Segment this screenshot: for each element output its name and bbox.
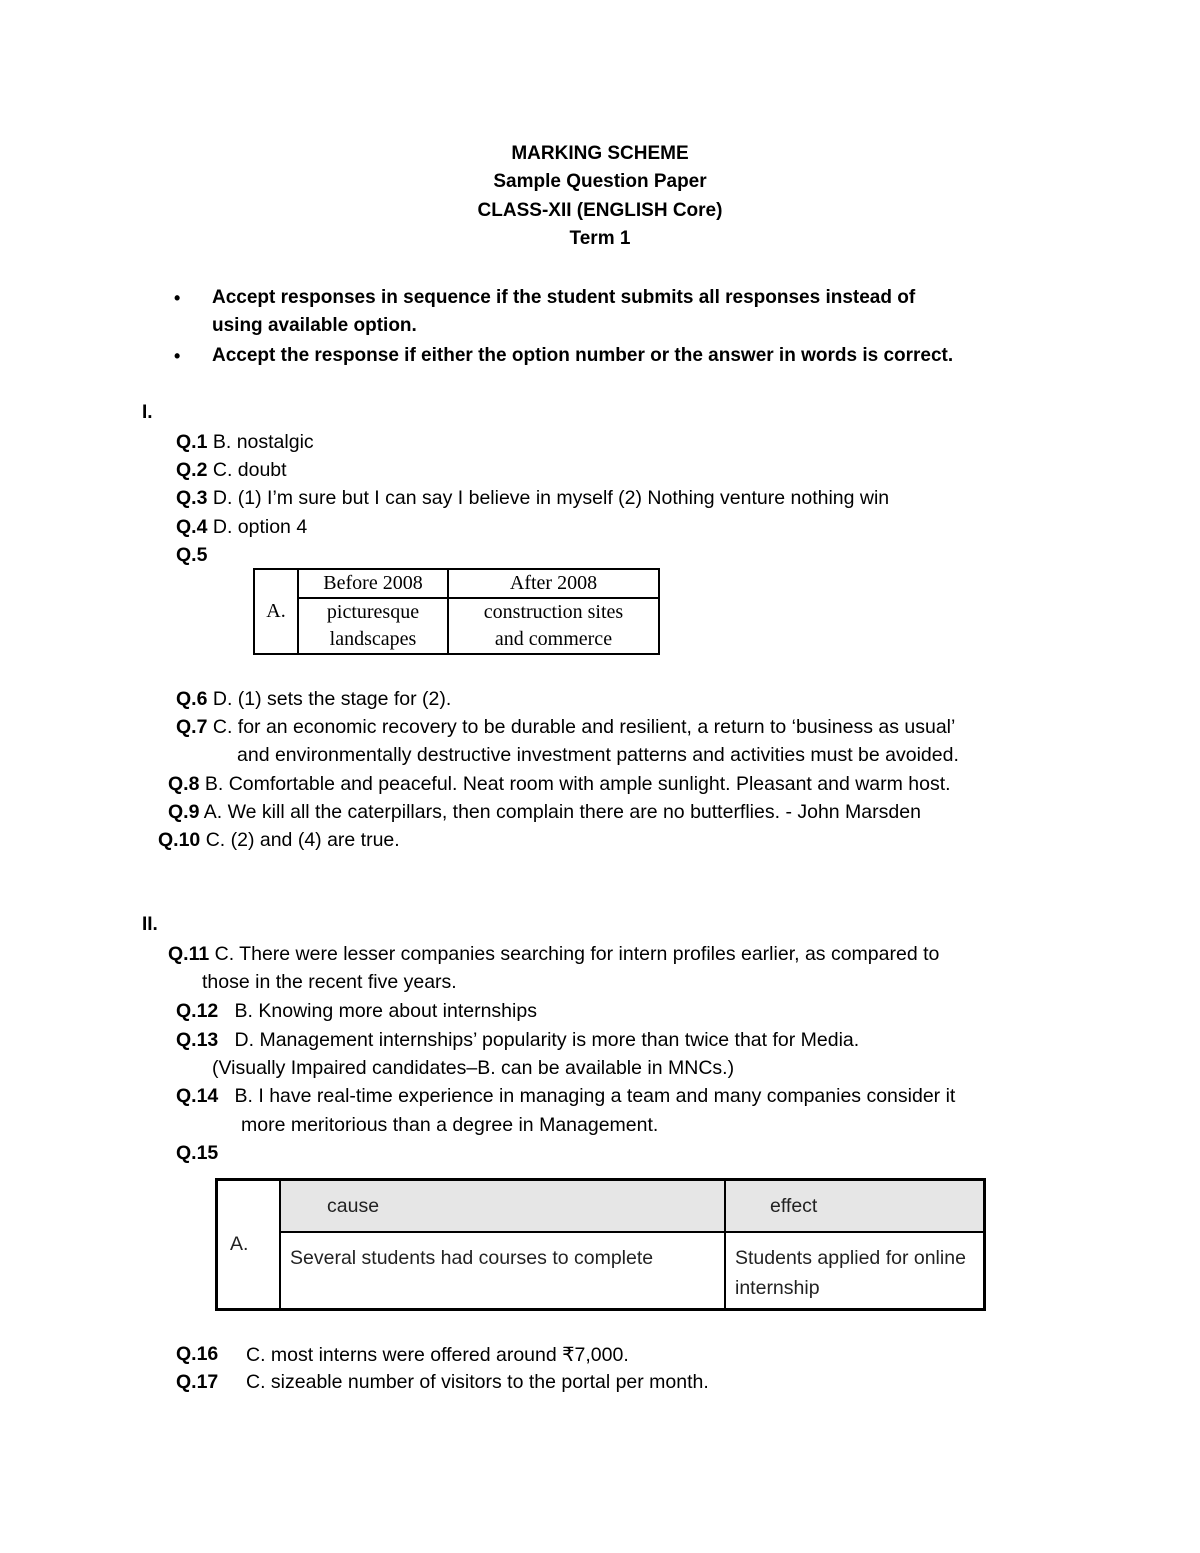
table-cell-before	[298, 598, 448, 654]
answer-q10	[158, 829, 400, 852]
question-number: Q.1	[176, 431, 208, 453]
bullet-icon: •	[174, 288, 181, 308]
answer-text: D. (1) I’m sure but I can say I believe in myself (2) Nothing venture nothing win	[207, 487, 890, 509]
answer-text: B. Comfortable and peaceful. Neat room with ample sunlight. Pleasant and warm host.	[199, 773, 951, 795]
question-number: Q.16	[176, 1343, 219, 1365]
answer-q11-cont: those in the recent five years.	[202, 971, 457, 993]
table-option-label: A.	[217, 1180, 281, 1310]
question-number: Q.7	[176, 716, 208, 738]
answer-q11	[168, 943, 939, 966]
answer-q14	[176, 1085, 955, 1108]
answer-text: C. most interns were offered around ₹7,000.	[246, 1344, 629, 1366]
answer-text: D. (1) sets the stage for (2).	[207, 688, 452, 710]
answer-text: D. option 4	[207, 516, 308, 538]
instruction-1-cont: using available option.	[212, 315, 417, 336]
question-number: Q.15	[176, 1142, 219, 1164]
question-number: Q.11	[168, 943, 210, 965]
question-number: Q.17	[176, 1371, 219, 1393]
answer-q9	[168, 801, 921, 824]
bullet-icon: •	[174, 346, 181, 366]
cell-line: landscapes	[329, 628, 417, 650]
document-subtitle: Sample Question Paper	[493, 171, 707, 192]
answer-q15	[176, 1142, 218, 1165]
answer-text: B. I have real-time experience in managing a team and many companies consider it	[218, 1085, 956, 1107]
answer-q1	[176, 431, 314, 454]
term-line: Term 1	[569, 228, 631, 249]
question-number: Q.3	[176, 487, 208, 509]
answer-q13-note: (Visually Impaired candidates–B. can be available in MNCs.)	[212, 1057, 735, 1079]
question-number: Q.8	[168, 773, 200, 795]
table-cell-effect: Students applied for online internship	[725, 1232, 985, 1310]
answer-q12	[176, 1000, 537, 1023]
table-option-label: A.	[254, 569, 298, 654]
cell-line: construction sites	[483, 601, 624, 623]
question-number: Q.12	[176, 1000, 219, 1022]
table-header-before: Before 2008	[298, 569, 448, 598]
answer-q17	[176, 1371, 218, 1394]
answer-q14-cont: more meritorious than a degree in Management.	[241, 1114, 659, 1136]
answer-q8	[168, 773, 951, 796]
instruction-2: Accept the response if either the option number or the answer in words is correct.	[212, 345, 954, 366]
answer-q7-cont: and environmentally destructive investment patterns and activities must be avoided.	[237, 744, 959, 766]
table-cell-after	[448, 598, 659, 654]
q15-answer-table	[215, 1178, 986, 1311]
answer-q6	[176, 688, 451, 711]
answer-q16	[176, 1343, 218, 1366]
question-number: Q.2	[176, 459, 208, 481]
question-number: Q.14	[176, 1085, 219, 1107]
answer-text: C. doubt	[207, 459, 287, 481]
answer-text: C. (2) and (4) are true.	[200, 829, 400, 851]
answer-q5	[176, 544, 207, 567]
cell-line: picturesque	[326, 601, 420, 623]
answer-text: D. Management internships’ popularity is more than twice that for Media.	[218, 1029, 860, 1051]
table-row	[217, 1180, 985, 1233]
answer-q13	[176, 1029, 859, 1052]
answer-text: C. sizeable number of visitors to the portal per month.	[246, 1371, 709, 1393]
class-line: CLASS-XII (ENGLISH Core)	[477, 200, 723, 221]
answer-q7	[176, 716, 955, 739]
answer-q4	[176, 516, 307, 539]
question-number: Q.9	[168, 801, 200, 823]
instruction-1: Accept responses in sequence if the student submits all responses instead of	[212, 287, 916, 308]
answer-q2	[176, 459, 287, 482]
document-title: MARKING SCHEME	[511, 143, 689, 164]
question-number: Q.6	[176, 688, 208, 710]
question-number: Q.4	[176, 516, 208, 538]
q5-answer-table	[253, 568, 660, 655]
cell-line: and commerce	[494, 628, 613, 650]
answer-q3	[176, 487, 889, 510]
question-number: Q.10	[158, 829, 201, 851]
section-1-label: I.	[142, 402, 153, 423]
answer-text: C. for an economic recovery to be durable and resilient, a return to ‘business as usual’	[207, 716, 956, 738]
table-row	[217, 1232, 985, 1310]
question-number: Q.5	[176, 544, 208, 566]
answer-text: B. nostalgic	[207, 431, 314, 453]
table-cell-cause: Several students had courses to complete	[280, 1232, 725, 1310]
question-number: Q.13	[176, 1029, 219, 1051]
table-header-cause: cause	[280, 1180, 725, 1233]
answer-text: A. We kill all the caterpillars, then complain there are no butterflies. - John Marsden	[199, 801, 921, 823]
table-header-effect: effect	[725, 1180, 985, 1233]
answer-text: C. There were lesser companies searching for intern profiles earlier, as compared to	[209, 943, 940, 965]
table-row	[254, 598, 659, 654]
answer-text: B. Knowing more about internships	[218, 1000, 537, 1022]
table-row	[254, 569, 659, 598]
table-header-after: After 2008	[448, 569, 659, 598]
section-2-label: II.	[142, 914, 158, 935]
